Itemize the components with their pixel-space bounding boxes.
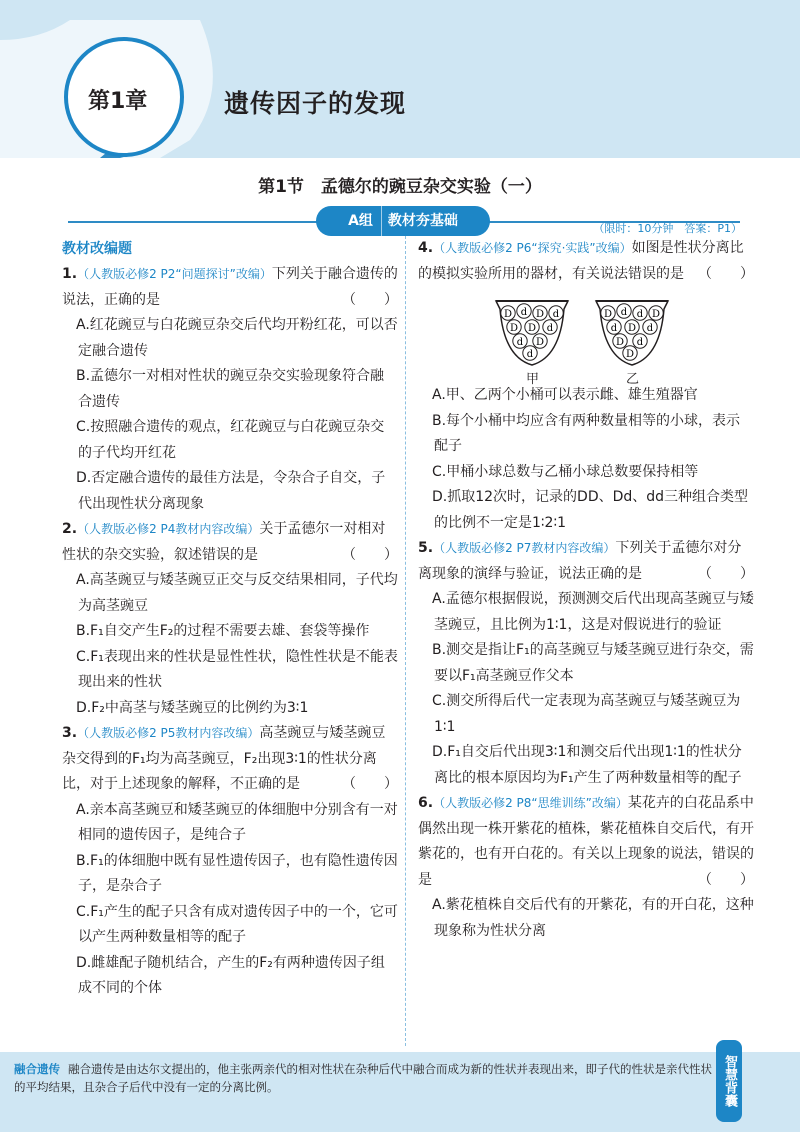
question-stem: 关于孟德尔一对相对性状的杂交实验，叙述错误的是 [62,521,386,563]
ball-letter: D [535,337,545,348]
time-note: （限时：10分钟 答案：P1） [593,222,742,235]
option-d: D.F₂中高茎与矮茎豌豆的比例约为3∶1 [76,699,309,716]
option-a: A.亲本高茎豌豆和矮茎豌豆的体细胞中分别含有一对相同的遗传因子，是纯合子 [76,801,398,843]
answer-paren: （ ） [342,291,398,308]
option-b: B.测交是指让F₁的高茎豌豆与矮茎豌豆进行杂交，需要以F₁高茎豌豆作父本 [432,642,754,684]
question-stem: 如图是性状分离比的模拟实验所用的器材，有关说法错误的是 [418,240,744,282]
question-2 [62,517,398,721]
answer-paren: （ ） [698,265,754,282]
question-4 [418,236,754,536]
ball-letter: d [636,337,644,348]
question-stem: 高茎豌豆与矮茎豌豆杂交得到的F₁均为高茎豌豆，F₂出现3∶1的性状分离比，对于上述现象的解释，不正确的是 [62,725,386,792]
question-number: 3. [62,725,78,741]
bucket-yi-illustration [594,295,670,371]
option-b: B.F₁的体细胞中既有显性遗传因子，也有隐性遗传因子，是杂合子 [76,852,398,894]
answer-paren: （ ） [342,546,398,563]
question-source: （人教版必修2 P7教材内容改编） [433,541,616,555]
ball-letter: D [503,309,513,320]
option-a: A.红花豌豆与白花豌豆杂交后代均开粉红花，可以否定融合遗传 [76,317,398,359]
question-stem: 某花卉的白花品系中偶然出现一株开紫花的植株，紫花植株自交后代，有开紫花的，也有开白花的。有关以上现象的说法，错误的是 [418,795,754,888]
ball-letter: D [627,323,637,334]
question-stem: 下列关于孟德尔对分离现象的演绎与验证，说法正确的是 [418,540,742,582]
option-d: D.F₁自交后代出现3∶1和测交后代出现1∶1的性状分离比的根本原因均为F₁产生了两种数量相等的配子 [432,744,742,786]
ball-letter: D [615,337,625,348]
chapter-badge [0,0,800,158]
option-a: A.紫花植株自交后代有的开紫花，有的开白花，这种现象称为性状分离 [432,897,754,939]
question-source: （人教版必修2 P6“探究·实践”改编） [433,241,632,255]
option-c: C.F₁表现出来的性状是显性性状，隐性性状是不能表现出来的性状 [76,648,398,690]
option-b: B.孟德尔一对相对性状的豌豆杂交实验现象符合融合遗传 [76,368,385,410]
ball-letter: D [509,323,519,334]
ball-letter: d [516,337,524,348]
ball-letter: d [520,307,528,318]
group-label-a: A组 [348,206,382,236]
answer-paren: （ ） [698,871,754,888]
ball-letter: D [527,323,537,334]
group-badge [316,206,490,236]
option-a: A.甲、乙两个小桶可以表示雌、雄生殖器官 [432,387,698,403]
ball-letter: d [546,323,554,334]
option-b: B.F₁自交产生F₂的过程不需要去雄、套袋等操作 [76,623,370,639]
question-stem: 下列关于融合遗传的说法，正确的是 [62,266,398,308]
question-3 [62,721,398,1002]
ball-letter: D [651,309,661,320]
option-d: D.雌雄配子随机结合，产生的F₂有两种遗传因子组成不同的个体 [76,954,385,996]
question-number: 5. [418,540,434,556]
question-source: （人教版必修2 P2“问题探讨”改编） [77,267,272,281]
option-c: C.F₁产生的配子只含有成对遗传因子中的一个，它可以产生两种数量相等的配子 [76,903,398,945]
bucket-jia-illustration [494,295,570,371]
ball-letter: D [603,309,613,320]
ball-letter: d [636,309,644,320]
answer-paren: （ ） [698,565,754,582]
bucket-figure [418,287,754,387]
left-column [62,236,398,1002]
option-a: A.孟德尔根据假说，预测测交后代出现高茎豌豆与矮茎豌豆，且比例为1∶1，这是对假说进行的验证 [432,591,754,633]
footer-body: 融合遗传是由达尔文提出的，他主张两亲代的相对性状在杂种后代中融合而成为新的性状并表现出来，即子代的性状是亲代性状的平均结果，且杂合子后代中没有一定的分离比例。 [14,1062,712,1094]
option-c: C.测交所得后代一定表现为高茎豌豆与矮茎豌豆为1∶1 [432,693,741,735]
sub-heading: 教材改编题 [62,241,132,257]
question-5 [418,536,754,791]
right-column [418,236,754,944]
ball-letter: d [610,323,618,334]
question-source: （人教版必修2 P5教材内容改编） [77,726,260,740]
question-source: （人教版必修2 P4教材内容改编） [77,522,260,536]
answer-paren: （ ） [342,776,398,792]
option-b: B.每个小桶中均应含有两种数量相等的小球，表示配子 [432,412,741,454]
ball-letter: d [552,309,560,320]
option-d: D.抓取12次时，记录的DD、Dd、dd三种组合类型的比例不一定是1∶2∶1 [432,489,749,531]
option-c: C.甲桶小球总数与乙桶小球总数要保持相等 [432,463,699,480]
option-d: D.否定融合遗传的最佳方法是，令杂合子自交，子代出现性状分离现象 [76,470,386,512]
option-a: A.高茎豌豆与矮茎豌豆正交与反交结果相同，子代均为高茎豌豆 [76,572,398,614]
option-c: C.按照融合遗传的观点，红花豌豆与白花豌豆杂交的子代均开红花 [76,419,385,461]
ball-letter: d [620,307,628,318]
bucket-label-jia: 甲 [526,372,540,387]
chapter-label: 第1章 [88,89,148,114]
question-number: 6. [418,795,434,811]
side-tab: 智慧背囊 [716,1040,742,1122]
column-divider [405,236,406,1046]
question-source: （人教版必修2 P8“思维训练”改编） [433,796,628,810]
chapter-title: 遗传因子的发现 [224,89,407,118]
ball-letter: d [526,349,534,360]
question-1 [62,262,398,517]
ball-letter: D [625,349,635,360]
footer-note [14,1060,714,1096]
ball-letter: d [646,323,654,334]
question-6 [418,791,754,944]
question-number: 2. [62,521,78,537]
ball-letter: D [535,309,545,320]
footer-tag: 融合遗传 [14,1062,60,1076]
group-label-b: 教材夯基础 [387,213,458,229]
bucket-label-yi: 乙 [626,372,640,387]
question-number: 1. [62,266,78,282]
section-title: 第1节 孟德尔的豌豆杂交实验（一） [258,177,542,197]
question-number: 4. [418,240,434,256]
